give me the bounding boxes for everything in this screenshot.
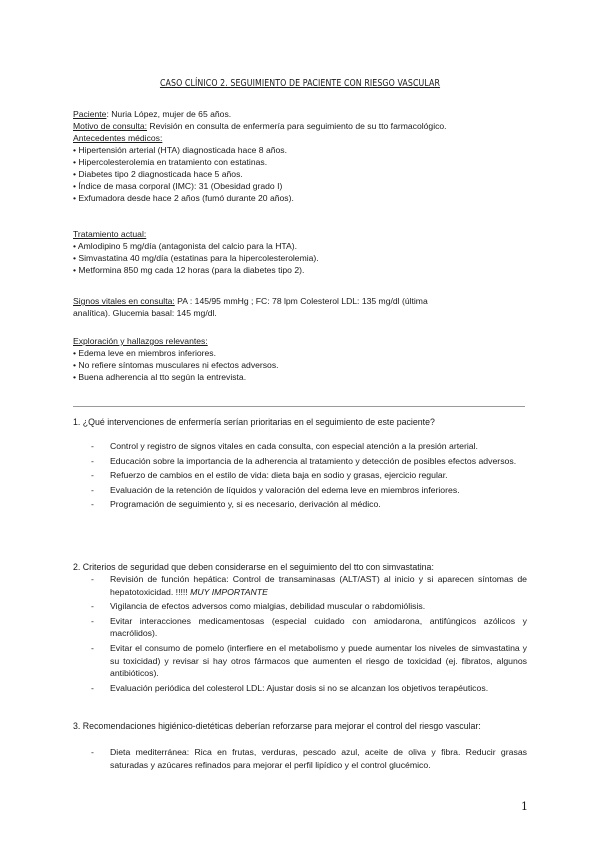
treatment-item: • Amlodipino 5 mg/día (antagonista del calcio para la HTA). xyxy=(73,241,298,251)
section-divider xyxy=(73,406,525,407)
answer-item: - Evitar el consumo de pomelo (interfiere en el metabolismo y puede aumentar los niveles de simvastatina y su toxicidad) y revisar si hay otros fármacos que aumenten el riesgo de toxicidad (ej. fibratos, algunos antibióticos). xyxy=(91,642,527,679)
vitals-section xyxy=(73,295,533,319)
history-item: • Exfumadora desde hace 2 años (fumó durante 20 años). xyxy=(73,193,294,203)
exam-item: • Edema leve en miembros inferiores. xyxy=(73,348,216,358)
question-1: 1. ¿Qué intervenciones de enfermería serían prioritarias en el seguimiento de este paciente? xyxy=(73,417,435,427)
answer-item: - Revisión de función hepática: Control de transaminasas (ALT/AST) al inicio y si aparecen síntomas de hepatotoxicidad. !!!!! MUY IMPORTANTE xyxy=(91,574,527,597)
answer-item: - Evaluación de la retención de líquidos y valoración del edema leve en miembros inferiores. xyxy=(91,484,460,495)
history-item: • Hipertensión arterial (HTA) diagnosticada hace 8 años. xyxy=(73,145,287,155)
patient-text: : Nuria López, mujer de 65 años. xyxy=(106,109,232,119)
treatment-item: • Metformina 850 mg cada 12 horas (para la diabetes tipo 2). xyxy=(73,265,305,275)
important-note: MUY IMPORTANTE xyxy=(190,586,268,597)
exam-item: • No refiere síntomas musculares ni efectos adversos. xyxy=(73,360,279,370)
answer-item: - Programación de seguimiento y, si es necesario, derivación al médico. xyxy=(91,499,381,510)
treatment-section xyxy=(73,228,533,276)
history-item: • Índice de masa corporal (IMC): 31 (Obesidad grado I) xyxy=(73,181,283,191)
exam-section xyxy=(73,335,533,383)
treatment-heading: Tratamiento actual: xyxy=(73,229,147,239)
answer-item: - Refuerzo de cambios en el estilo de vida: dieta baja en sodio y grasas, ejercicio regular. xyxy=(91,470,448,481)
history-item: • Diabetes tipo 2 diagnosticada hace 5 años. xyxy=(73,169,243,179)
question-2-answers xyxy=(91,573,527,696)
page-title: CASO CLÍNICO 2. SEGUIMIENTO DE PACIENTE CON RIESGO VASCULAR xyxy=(159,78,441,89)
question-2: 2. Criterios de seguridad que deben considerarse en el seguimiento del tto con simvastatina: xyxy=(73,562,434,572)
history-item: • Hipercolesterolemia en tratamiento con estatinas. xyxy=(73,157,268,167)
vitals-heading: Signos vitales en consulta: xyxy=(73,296,175,306)
answer-item: - Control y registro de signos vitales en cada consulta, con especial atención a la presión arterial. xyxy=(91,441,478,451)
answer-item: - Evitar interacciones medicamentosas (especial cuidado con amiodarona, antifúngicos azólicos y macrólidos). xyxy=(91,615,527,639)
answer-item: - Vigilancia de efectos adversos como mialgias, debilidad muscular o rabdomiólisis. xyxy=(91,601,426,612)
reason-label: Motivo de consulta: xyxy=(73,121,148,131)
vitals-text-cont: analítica). Glucemia basal: 145 mg/dl. xyxy=(73,308,217,318)
question-3: 3. Recomendaciones higiénico-dietéticas deberían reforzarse para mejorar el control del riesgo vascular: xyxy=(73,721,481,731)
question-3-answers xyxy=(91,746,527,773)
reason-text: Revisión en consulta de enfermería para seguimiento de su tto farmacológico. xyxy=(147,121,447,131)
question-1-answers xyxy=(91,440,527,513)
answer-item: - Educación sobre la importancia de la adherencia al tratamiento y detección de posibles efectos adversos. xyxy=(91,455,517,466)
exam-heading: Exploración y hallazgos relevantes: xyxy=(73,336,208,346)
vitals-text: PA : 145/95 mmHg ; FC: 78 lpm Colesterol LDL: 135 mg/dl (última xyxy=(174,296,428,306)
exam-item: • Buena adherencia al tto según la entrevista. xyxy=(73,372,247,382)
patient-section xyxy=(73,108,533,204)
patient-label: Paciente xyxy=(73,109,107,119)
answer-item: - Evaluación periódica del colesterol LDL: Ajustar dosis si no se alcanzan los objetivos terapéuticos. xyxy=(91,682,489,693)
page-number: 1 xyxy=(521,800,528,813)
treatment-item: • Simvastatina 40 mg/día (estatinas para la hipercolesterolemia). xyxy=(73,253,319,263)
history-heading: Antecedentes médicos: xyxy=(73,133,163,143)
answer-item: - Dieta mediterránea: Rica en frutas, verduras, pescado azul, aceite de oliva y fibra. Reducir grasas saturadas y azúcares refinados para mejorar el perfil lipídico y el control glucémico. xyxy=(91,747,527,770)
